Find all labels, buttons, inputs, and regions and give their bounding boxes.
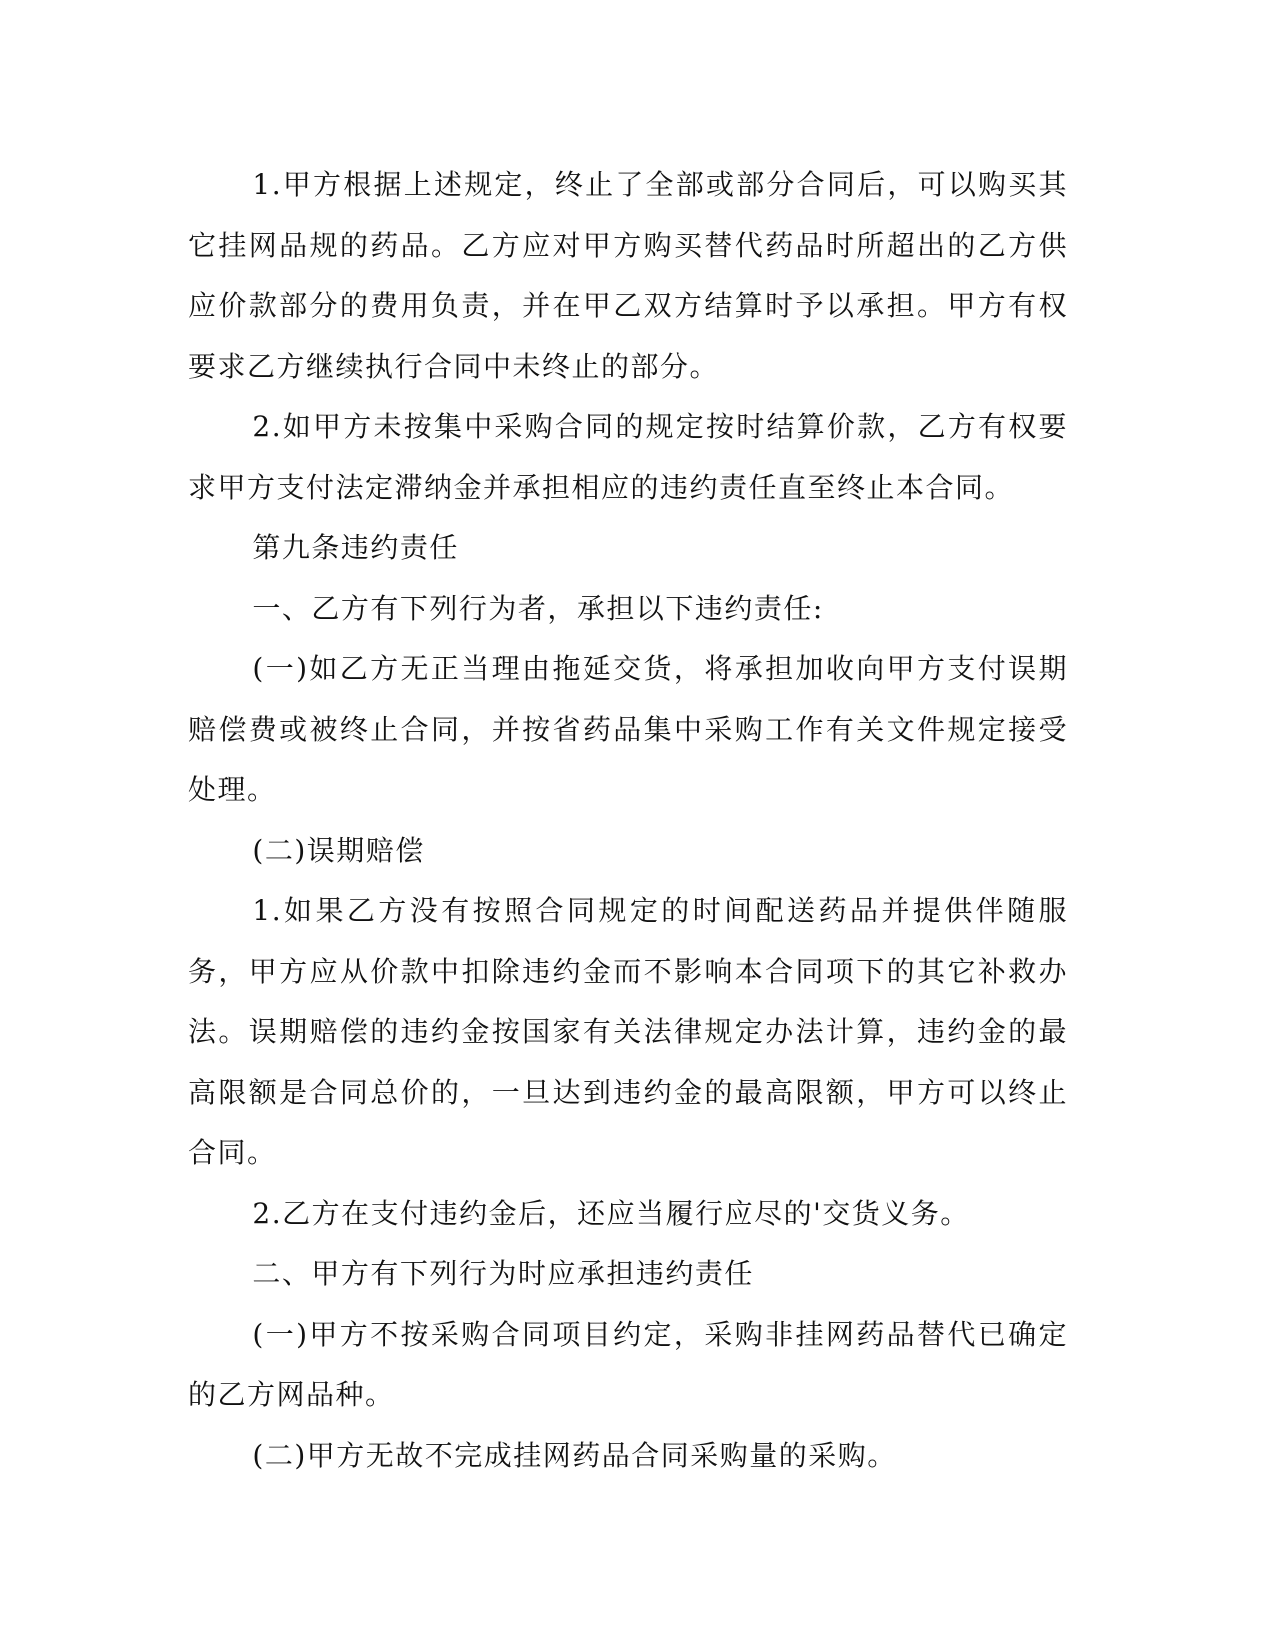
section-heading-article-9: 第九条违约责任 (252, 531, 459, 564)
paragraph-6: (一)甲方不按采购合同项目约定，采购非挂网药品替代已确定的乙方网品种。 (188, 1317, 1068, 1411)
paragraph-3: (一)如乙方无正当理由拖延交货，将承担加收向甲方支付误期赔偿费或被终止合同，并按省药品集中采购工作有关文件规定接受处理。 (188, 652, 1068, 806)
paragraph-5: 2.乙方在支付违约金后，还应当履行应尽的'交货义务。 (252, 1196, 970, 1230)
subsection-heading-2: 二、甲方有下列行为时应承担违约责任 (252, 1257, 754, 1290)
paragraph-7: (二)甲方无故不完成挂网药品合同采购量的采购。 (252, 1438, 897, 1472)
subsection-heading-1: 一、乙方有下列行为者，承担以下违约责任: (252, 591, 824, 625)
paragraph-2: 2.如甲方未按集中采购合同的规定按时结算价款，乙方有权要求甲方支付法定滞纳金并承担相应的违约责任直至终止本合同。 (188, 410, 1068, 504)
paragraph-4: 1.如果乙方没有按照合同规定的时间配送药品并提供伴随服务，甲方应从价款中扣除违约金而不影响本合同项下的其它补救办法。误期赔偿的违约金按国家有关法律规定办法计算，违约金的最高限额是合同总价的，一旦达到违约金的最高限额，甲方可以终止合同。 (188, 894, 1068, 1169)
subsection-heading-delay-compensation: (二)误期赔偿 (252, 833, 425, 867)
document-body (188, 155, 1068, 1486)
paragraph-1: 1.甲方根据上述规定，终止了全部或部分合同后，可以购买其它挂网品规的药品。乙方应对甲方购买替代药品时所超出的乙方供应价款部分的费用负责，并在甲乙双方结算时予以承担。甲方有权要求乙方继续执行合同中未终止的部分。 (188, 168, 1068, 383)
